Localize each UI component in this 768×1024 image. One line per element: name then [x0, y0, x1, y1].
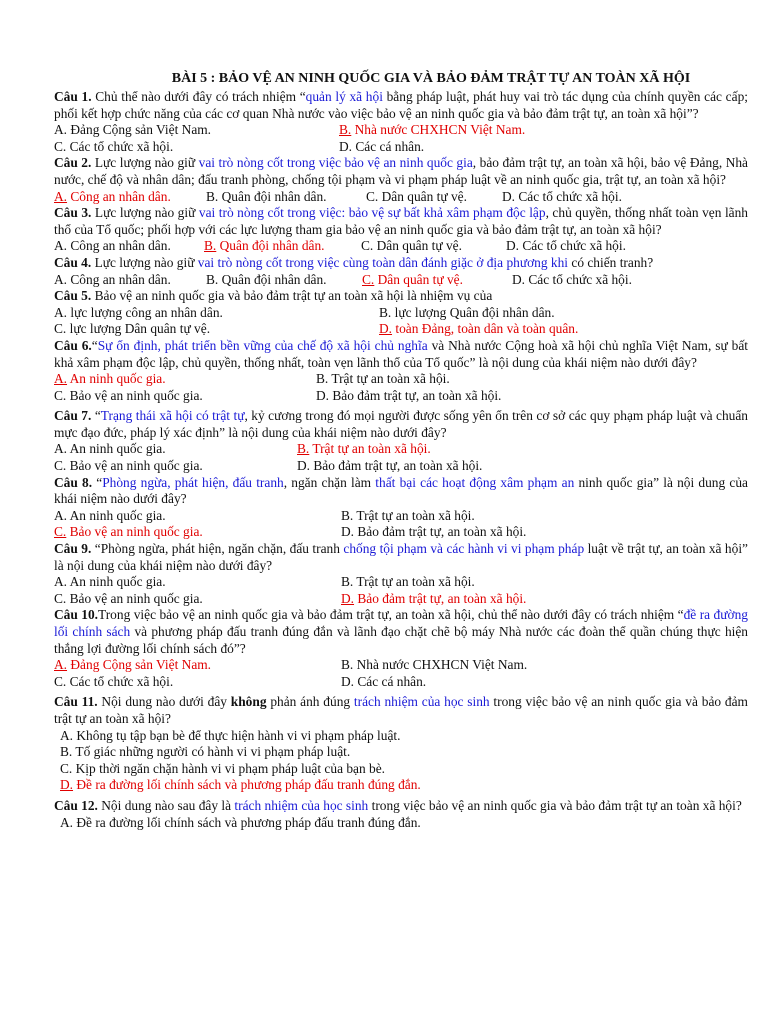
option-text: An ninh quốc gia.	[67, 574, 166, 590]
stem-text: Lực lượng nào giữ	[91, 155, 199, 171]
question-block	[54, 89, 748, 155]
option-text: Đảng Cộng sản Việt Nam.	[67, 657, 212, 673]
option-letter: B.	[206, 188, 219, 204]
option-text: Đề ra đường lối chính sách và phương pháp đấu tranh đúng đắn.	[73, 814, 421, 830]
option-text: Công an nhân dân.	[67, 238, 171, 254]
option-text: Tố giác những người có hành vi vi phạm pháp luật.	[72, 744, 351, 760]
option-letter: D.	[316, 387, 330, 403]
highlighted-phrase: Phòng ngừa, phát hiện, đấu tranh	[102, 474, 284, 490]
question-number: Câu 9.	[54, 541, 92, 557]
question-stem	[54, 89, 748, 122]
highlighted-phrase: trách nhiệm của học sinh	[234, 797, 369, 813]
option-text: Trật tự an toàn xã hội.	[353, 574, 475, 590]
option-row	[54, 744, 748, 761]
option-row	[54, 371, 748, 388]
stem-text: không	[230, 694, 267, 710]
answer-option	[206, 272, 362, 289]
correct-answer-option	[54, 189, 206, 206]
option-text: An ninh quốc gia.	[67, 507, 166, 523]
option-text: An ninh quốc gia.	[67, 371, 166, 387]
option-row	[54, 728, 748, 745]
option-letter: B.	[316, 371, 329, 387]
option-letter: A.	[54, 507, 68, 523]
stem-text: ninh quốc gia” là nội dung của khái niệm nào dưới đây?	[54, 474, 748, 507]
answer-option	[54, 591, 341, 608]
highlighted-phrase: vai trò nòng cốt trong việc: bảo vệ sự bất khả xâm phạm độc lập	[198, 205, 546, 221]
option-row	[54, 441, 748, 458]
option-text: Các cá nhân.	[354, 673, 427, 689]
option-text: Quân đội nhân dân.	[218, 271, 327, 287]
option-letter: A.	[60, 814, 74, 830]
answer-option	[506, 238, 748, 255]
option-text: Bảo vệ an ninh quốc gia.	[66, 590, 203, 606]
option-letter: C.	[366, 188, 379, 204]
answer-option	[361, 238, 506, 255]
question-block	[54, 798, 748, 831]
highlighted-phrase: trách nhiệm của học sinh	[353, 694, 490, 710]
answer-option	[54, 458, 297, 475]
stem-text: Lực lượng nào giữ	[91, 254, 198, 270]
question-stem	[54, 288, 748, 305]
option-text: Công an nhân dân.	[67, 188, 171, 204]
option-text: An ninh quốc gia.	[67, 441, 166, 457]
answer-option	[54, 321, 379, 338]
question-number: Câu 1.	[54, 89, 92, 104]
question-stem	[54, 694, 748, 727]
stem-text: trong việc bảo vệ an ninh quốc gia và bảo đảm trật tự an toàn xã hội?	[54, 694, 748, 726]
option-row	[54, 388, 748, 405]
option-text: Dân quân tự vệ.	[373, 238, 462, 254]
highlighted-phrase: Sự ổn định, phát triển bền vững của chế độ xã hội chủ nghĩa	[97, 337, 428, 353]
question-number: Câu 3.	[54, 205, 92, 221]
answer-option	[341, 674, 748, 691]
option-letter: A.	[54, 441, 68, 457]
option-text: Không tụ tập bạn bè để thực hiện hành vi vi phạm pháp luật.	[73, 727, 401, 743]
option-row	[54, 238, 748, 255]
option-row	[54, 591, 748, 608]
stem-text: “	[92, 474, 103, 490]
option-letter: B.	[60, 744, 73, 760]
option-row	[54, 305, 748, 322]
correct-answer-option	[54, 524, 341, 541]
stem-text: Bảo vệ an ninh quốc gia và bảo đảm trật tự an toàn xã hội là nhiệm vụ của	[91, 288, 493, 304]
option-text: Dân quân tự vệ.	[378, 188, 467, 204]
question-number: Câu 10.	[54, 607, 99, 623]
question-stem	[54, 338, 748, 371]
correct-answer-option	[54, 371, 316, 388]
option-text: Đề ra đường lối chính sách và phương pháp đấu tranh đúng đắn.	[73, 777, 421, 793]
question-number: Câu 6.	[54, 337, 92, 353]
option-letter: C.	[54, 673, 67, 689]
lesson-title: BÀI 5 : BẢO VỆ AN NINH QUỐC GIA VÀ BẢO ĐẢM TRẬT TỰ AN TOÀN XÃ HỘI	[171, 71, 691, 86]
correct-answer-option	[60, 777, 421, 794]
option-letter: A.	[54, 238, 68, 254]
option-letter: D.	[339, 138, 353, 154]
question-block	[54, 288, 748, 338]
answer-option	[379, 305, 748, 322]
option-letter: D.	[512, 271, 526, 287]
option-letter: C.	[362, 271, 375, 287]
option-letter: B.	[204, 238, 217, 254]
option-letter: D.	[341, 524, 355, 540]
answer-option	[54, 272, 206, 289]
option-letter: D.	[341, 673, 355, 689]
option-text: Bảo đảm trật tự, an toàn xã hội.	[310, 458, 483, 474]
question-block	[54, 255, 748, 288]
option-text: Dân quân tự vệ.	[374, 271, 463, 287]
stem-text: , bảo đảm trật tự, an toàn xã hội, bảo vệ Đảng, Nhà nước, chế độ và nhân dân; đấu tranh phòng, chống tội phạm và vi phạm pháp luật về an ninh quốc gia, trật tự, an toàn xã hội?	[54, 155, 748, 187]
option-text: Các tổ chức xã hội.	[525, 271, 632, 287]
option-row	[54, 761, 748, 778]
option-letter: B.	[341, 507, 354, 523]
highlighted-phrase: chống tội phạm và các hành vi vi phạm pháp	[343, 541, 585, 557]
option-letter: A.	[54, 574, 68, 590]
option-letter: A.	[60, 727, 74, 743]
stem-text: trong việc bảo vệ an ninh quốc gia và bảo đảm trật tự an toàn xã hội?	[368, 797, 742, 813]
option-letter: C.	[60, 760, 73, 776]
question-stem	[54, 475, 748, 508]
stem-text: , chủ quyền, thống nhất toàn vẹn lãnh thổ của Tổ quốc; phối hợp với các lực lượng tham gia bảo vệ an ninh quốc gia và bảo đảm trật tự, an toàn xã hội?	[54, 205, 749, 237]
question-stem	[54, 205, 748, 238]
option-text: Các tổ chức xã hội.	[66, 138, 174, 154]
highlighted-phrase: Trạng thái xã hội có trật tự	[100, 408, 245, 424]
question-stem	[54, 408, 748, 441]
correct-answer-option	[54, 657, 341, 674]
answer-option	[341, 574, 748, 591]
stem-text: Trong việc bảo vệ an ninh quốc gia và bảo đảm trật tự, an toàn xã hội, chủ thể nào dưới đây có trách nhiệm “	[98, 607, 684, 623]
question-stem	[54, 541, 748, 574]
answer-option	[341, 508, 748, 525]
question-number: Câu 5.	[54, 288, 92, 304]
question-number: Câu 4.	[54, 254, 92, 270]
stem-text: và phương pháp đấu tranh đúng đắn và lãnh đạo chặt chẽ bộ máy Nhà nước các đoàn thể quần chúng thực hiện thắng lợi đường lối chính sách đó”?	[54, 624, 748, 656]
answer-option	[60, 744, 350, 761]
option-text: lực lượng Quân đội nhân dân.	[391, 304, 555, 320]
question-block	[54, 541, 748, 607]
answer-option	[316, 388, 748, 405]
stem-text: “	[91, 408, 101, 424]
option-text: Trật tự an toàn xã hội.	[328, 371, 450, 387]
question-stem	[54, 607, 748, 657]
answer-option	[60, 728, 400, 745]
answer-option	[60, 815, 421, 832]
correct-answer-option	[339, 122, 748, 139]
option-text: Công an nhân dân.	[67, 271, 171, 287]
option-row	[54, 815, 748, 832]
stem-text: , ngăn chặn làm	[283, 474, 376, 490]
stem-text: luật về trật tự, an toàn xã hội” là nội dung của khái niệm nào dưới đây?	[54, 541, 748, 573]
answer-option	[502, 189, 748, 206]
option-text: Quân đội nhân dân.	[218, 188, 327, 204]
option-text: Nhà nước CHXHCN Việt Nam.	[351, 122, 526, 138]
question-block	[54, 155, 748, 205]
option-text: Bảo đảm trật tự, an toàn xã hội.	[354, 524, 527, 540]
answer-option	[341, 657, 748, 674]
option-letter: B.	[379, 304, 392, 320]
question-number: Câu 8.	[54, 474, 93, 490]
option-row	[54, 189, 748, 206]
answer-option	[54, 388, 316, 405]
answer-option	[366, 189, 502, 206]
option-text: toàn Đảng, toàn dân và toàn quân.	[392, 321, 579, 337]
question-block	[54, 408, 748, 474]
question-number: Câu 11.	[54, 694, 98, 710]
option-letter: D.	[502, 188, 516, 204]
question-list	[54, 89, 748, 831]
option-text: Các cá nhân.	[352, 138, 425, 154]
option-letter: D.	[341, 590, 355, 606]
highlighted-phrase: vai trò nòng cốt trong việc bảo vệ an ninh quốc gia	[198, 155, 473, 171]
stem-text: có chiến tranh?	[568, 254, 654, 270]
option-letter: C.	[54, 458, 67, 474]
option-text: Nhà nước CHXHCN Việt Nam.	[353, 657, 528, 673]
option-letter: B.	[341, 657, 354, 673]
highlighted-phrase: đề ra đường lối chính sách	[54, 607, 748, 639]
question-block	[54, 205, 748, 255]
answer-option	[60, 761, 385, 778]
option-letter: C.	[54, 590, 67, 606]
question-stem	[54, 798, 748, 815]
option-letter: B.	[341, 574, 354, 590]
correct-answer-option	[297, 441, 748, 458]
option-letter: D.	[506, 238, 520, 254]
answer-option	[341, 524, 748, 541]
highlighted-phrase: thất bại các hoạt động xâm phạm an	[375, 474, 575, 490]
stem-text: Lực lượng nào giữ	[91, 205, 199, 221]
option-letter: A.	[54, 122, 68, 138]
answer-option	[54, 508, 341, 525]
option-letter: C.	[361, 238, 374, 254]
option-letter: B.	[297, 441, 310, 457]
option-row	[54, 508, 748, 525]
answer-option	[54, 441, 297, 458]
option-text: Trật tự an toàn xã hội.	[309, 441, 431, 457]
question-number: Câu 2.	[54, 155, 92, 171]
option-text: Bảo đảm trật tự, an toàn xã hội.	[354, 590, 527, 606]
option-text: Các tổ chức xã hội.	[66, 673, 174, 689]
answer-option	[54, 305, 379, 322]
stem-text: Chủ thể nào dưới đây có trách nhiệm “	[91, 89, 306, 104]
option-row	[54, 674, 748, 691]
option-text: Các tổ chức xã hội.	[519, 238, 626, 254]
option-row	[54, 272, 748, 289]
option-text: lực lượng công an nhân dân.	[67, 304, 223, 320]
option-letter: C.	[54, 138, 67, 154]
answer-option	[512, 272, 748, 289]
stem-text: Nội dung nào dưới đây	[97, 694, 231, 710]
option-letter: D.	[297, 458, 311, 474]
option-row	[54, 321, 748, 338]
option-letter: B.	[206, 271, 219, 287]
answer-option	[54, 122, 339, 139]
question-block	[54, 338, 748, 404]
option-text: Quân đội nhân dân.	[216, 238, 325, 254]
option-letter: A.	[54, 188, 68, 204]
question-number: Câu 12.	[54, 797, 98, 813]
question-block	[54, 694, 748, 794]
option-text: Bảo vệ an ninh quốc gia.	[66, 387, 203, 403]
option-text: Kịp thời ngăn chặn hành vi vi phạm pháp luật của bạn bè.	[72, 760, 386, 776]
option-row	[54, 574, 748, 591]
highlighted-phrase: vai trò nòng cốt trong việc cùng toàn dân đánh giặc ở địa phương khi	[197, 254, 569, 270]
stem-text: phản ánh đúng	[266, 694, 354, 710]
answer-option	[54, 674, 341, 691]
option-letter: A.	[54, 371, 68, 387]
highlighted-phrase: quản lý xã hội	[305, 89, 383, 104]
option-row	[54, 122, 748, 139]
answer-option	[316, 371, 748, 388]
option-row	[54, 458, 748, 475]
correct-answer-option	[341, 591, 748, 608]
answer-option	[54, 574, 341, 591]
question-stem	[54, 255, 748, 272]
option-text: Bảo đảm trật tự, an toàn xã hội.	[329, 387, 502, 403]
answer-option	[54, 238, 204, 255]
option-letter: C.	[54, 321, 67, 337]
answer-option	[339, 139, 748, 156]
stem-text: và Nhà nước Cộng hoà xã hội chủ nghĩa Việt Nam, sự bất khả xâm phạm độc lập, chủ quyền, thống nhất, toàn vẹn lãnh thổ của Tổ quốc” là nội dung của khái niệm nào dưới đây?	[54, 337, 748, 370]
correct-answer-option	[204, 238, 361, 255]
question-block	[54, 607, 748, 690]
answer-option	[54, 139, 339, 156]
option-letter: C.	[54, 387, 67, 403]
option-row	[54, 657, 748, 674]
option-letter: A.	[54, 271, 68, 287]
stem-text: bằng pháp luật, phát huy vai trò tác dụng của chính quyền các cấp; phối kết hợp chức năng của các cơ quan Nhà nước vào việc bảo vệ an ninh quốc gia và bảo đảm trật tự, an toàn xã hội”?	[54, 89, 748, 121]
answer-option	[206, 189, 366, 206]
option-text: Đảng Cộng sản Việt Nam.	[67, 122, 212, 138]
stem-text: Nội dung nào sau đây là	[97, 797, 235, 813]
stem-text: “Phòng ngừa, phát hiện, ngăn chặn, đấu tranh	[91, 541, 344, 557]
correct-answer-option	[379, 321, 748, 338]
option-text: Bảo vệ an ninh quốc gia.	[66, 524, 203, 540]
option-letter: D.	[60, 777, 74, 793]
option-letter: A.	[54, 304, 68, 320]
question-stem	[54, 155, 748, 188]
option-row	[54, 139, 748, 156]
option-letter: C.	[54, 524, 67, 540]
option-text: lực lượng Dân quân tự vệ.	[66, 321, 211, 337]
option-row	[54, 777, 748, 794]
stem-text: “	[91, 337, 98, 353]
option-text: Bảo vệ an ninh quốc gia.	[66, 458, 203, 474]
correct-answer-option	[362, 272, 512, 289]
option-text: Các tổ chức xã hội.	[515, 188, 622, 204]
stem-text: , kỷ cương trong đó mọi người được sống yên ổn trên cơ sở các quy phạm pháp luật và chuẩn mực đạo đức, pháp lý xác định” là nội dung của khái niệm nào dưới đây?	[54, 408, 748, 440]
option-text: Trật tự an toàn xã hội.	[353, 507, 475, 523]
question-block	[54, 475, 748, 541]
option-letter: A.	[54, 657, 68, 673]
question-number: Câu 7.	[54, 408, 92, 424]
option-row	[54, 524, 748, 541]
answer-option	[297, 458, 748, 475]
option-letter: D.	[379, 321, 393, 337]
option-letter: B.	[339, 122, 352, 138]
